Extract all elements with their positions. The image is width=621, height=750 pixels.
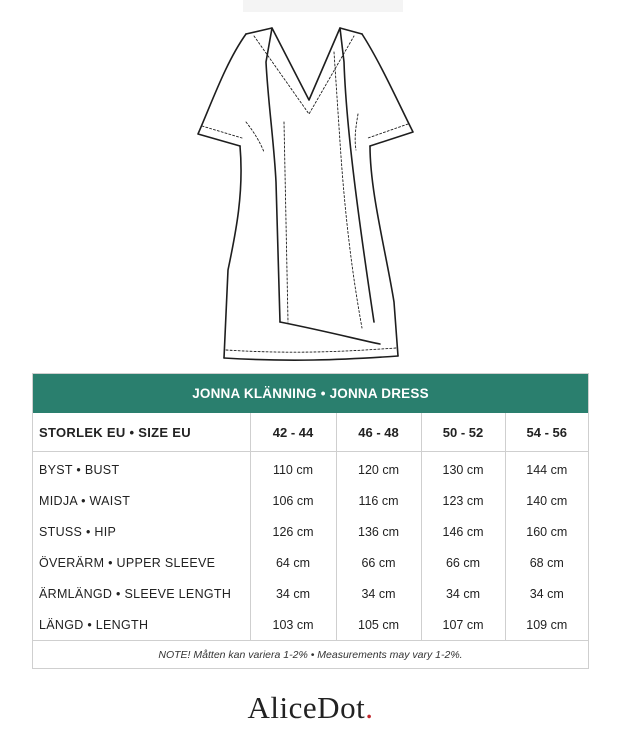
cell: 110 cm: [250, 452, 336, 486]
table-row: [33, 485, 588, 516]
size-chart: [32, 373, 589, 669]
row-label: ÄRMLÄNGD • SLEEVE LENGTH: [39, 586, 232, 601]
measurement-note: NOTE! Måtten kan variera 1-2% • Measurements may vary 1-2%.: [33, 640, 588, 669]
row-label: LÄNGD • LENGTH: [39, 617, 149, 632]
size-chart-title: JONNA KLÄNNING • JONNA DRESS: [33, 374, 588, 413]
header-size-46-48: 46 - 48: [336, 413, 421, 452]
cell: 34 cm: [250, 578, 336, 609]
row-label: ÖVERÄRM • UPPER SLEEVE: [39, 555, 216, 570]
cell: 68 cm: [505, 547, 588, 578]
cell: 66 cm: [421, 547, 505, 578]
brand-logo: [0, 690, 621, 726]
cell: 160 cm: [505, 516, 588, 547]
logo-text: AliceDot: [247, 690, 366, 725]
cell: 140 cm: [505, 485, 588, 516]
cell: 66 cm: [336, 547, 421, 578]
logo-dot: .: [365, 690, 374, 725]
cell: 126 cm: [250, 516, 336, 547]
header-size-label: STORLEK EU • SIZE EU: [33, 413, 250, 452]
cell: 105 cm: [336, 609, 421, 640]
header-size-54-56: 54 - 56: [505, 413, 588, 452]
cell: 144 cm: [505, 452, 588, 486]
header-row: [33, 413, 588, 452]
row-label: STUSS • HIP: [39, 524, 117, 539]
cell: 34 cm: [336, 578, 421, 609]
cell: 107 cm: [421, 609, 505, 640]
table-row: [33, 547, 588, 578]
table-row: [33, 609, 588, 640]
size-table: [33, 413, 588, 640]
cell: 136 cm: [336, 516, 421, 547]
table-row: [33, 516, 588, 547]
cell: 34 cm: [421, 578, 505, 609]
cell: 103 cm: [250, 609, 336, 640]
top-strip: [243, 0, 403, 12]
row-label: MIDJA • WAIST: [39, 493, 131, 508]
cell: 106 cm: [250, 485, 336, 516]
cell: 120 cm: [336, 452, 421, 486]
cell: 130 cm: [421, 452, 505, 486]
cell: 116 cm: [336, 485, 421, 516]
table-row: [33, 452, 588, 486]
cell: 123 cm: [421, 485, 505, 516]
header-size-50-52: 50 - 52: [421, 413, 505, 452]
cell: 146 cm: [421, 516, 505, 547]
table-row: [33, 578, 588, 609]
dress-sketch: [180, 22, 440, 367]
row-label: BYST • BUST: [39, 462, 120, 477]
cell: 64 cm: [250, 547, 336, 578]
cell: 34 cm: [505, 578, 588, 609]
header-size-42-44: 42 - 44: [250, 413, 336, 452]
cell: 109 cm: [505, 609, 588, 640]
